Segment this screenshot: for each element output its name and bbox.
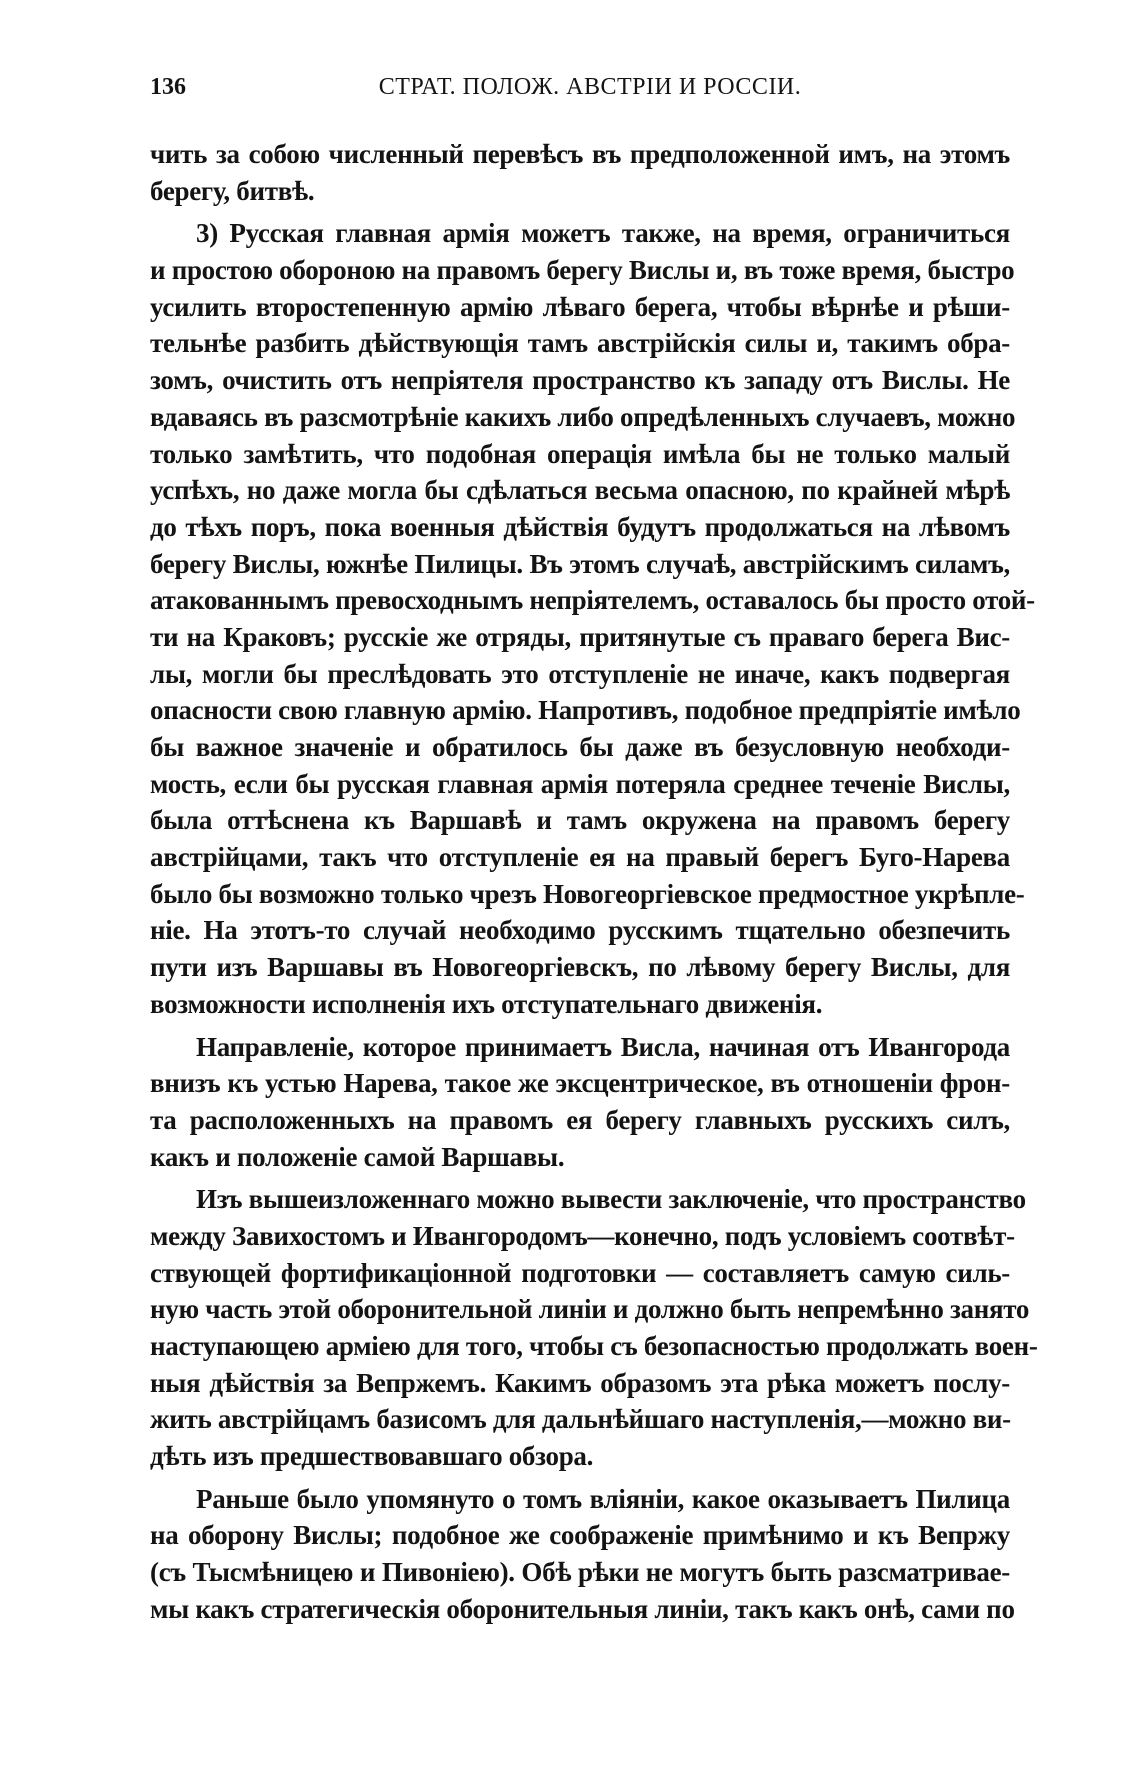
text-line: усилить второстепенную армію лѣваго берега, чтобы вѣрнѣе и рѣши- [150,291,1010,322]
text-line: Раньше было упомянуто о томъ вліяніи, какое оказываетъ Пилица [196,1483,1010,1514]
text-line: чить за собою численный перевѣсъ въ предположенной имъ, на этомъ [150,139,1010,169]
text-line: на оборону Вислы; подобное же соображеніе примѣнимо и къ Вепржу [150,1520,1010,1551]
text-line: было бы возможно только чрезъ Новогеоргіевское предмостное укрѣпле- [150,878,1025,909]
text-line: Изъ вышеизложеннаго можно вывести заключеніе, что пространство [196,1184,1026,1215]
text-line: 3) Русская главная армія можетъ также, на время, ограничиться [196,218,1010,249]
text-line: опасности свою главную армію. Напротивъ, подобное предпріятіе имѣло [150,695,1021,726]
text-line: была оттѣснена къ Варшавѣ и тамъ окружена на правомъ берегу [150,805,1010,836]
text-line: какъ и положеніе самой Варшавы. [150,1141,565,1172]
text-line: атакованнымъ превосходнымъ непріятелемъ, оставалось бы просто отой- [150,585,1035,616]
text-line: мы какъ стратегическія оборонительныя линіи, такъ какъ онѣ, сами по [150,1593,1015,1624]
paragraph [150,136,1010,209]
text-line: только замѣтить, что подобная операція имѣла бы не только малый [150,438,1010,469]
text-line: зомъ, очистить отъ непріятеля пространство къ западу отъ Вислы. Не [150,365,1010,396]
page-header [150,74,1030,114]
text-line: между Завихостомъ и Ивангородомъ—конечно, подъ условіемъ соотвѣт- [150,1220,1015,1251]
text-line: и простою обороною на правомъ берегу Вислы и, въ тоже время, быстро [150,255,1015,286]
text-line: до тѣхъ поръ, пока военныя дѣйствія будутъ продолжаться на лѣвомъ [150,511,1010,542]
text-line: жить австрійцамъ базисомъ для дальнѣйшаго наступленія,—можно ви- [150,1404,1011,1435]
text-line: бы важное значеніе и обратилось бы даже въ безусловную необходи- [150,732,1010,762]
text-line: берегу Вислы, южнѣе Пилицы. Въ этомъ случаѣ, австрійскимъ силамъ, [150,548,1010,579]
paragraph [150,215,1035,1022]
text-line: наступающею арміею для того, чтобы съ безопасностью продолжать воен- [150,1331,1038,1361]
body-text [150,136,1038,1628]
text-line: возможности исполненія ихъ отступательнаго движенія. [150,988,823,1019]
text-line: дѣть изъ предшествовавшаго обзора. [150,1441,594,1472]
text-line: внизъ къ устью Нарева, такое же эксцентрическое, въ отношеніи фрон- [150,1068,1010,1099]
text-line: ніе. На этотъ-то случай необходимо русскимъ тщательно обезпечить [150,915,1010,946]
paragraph [150,1481,1015,1628]
text-line: та расположенныхъ на правомъ ея берегу главныхъ русскихъ силъ, [150,1104,1010,1135]
text-line: вдаваясь въ разсмотрѣніе какихъ либо опредѣленныхъ случаевъ, можно [150,401,1016,432]
text-line: тельнѣе разбить дѣйствующія тамъ австрійскія силы и, такимъ обра- [150,328,1010,359]
text-line: пути изъ Варшавы въ Новогеоргіевскъ, по лѣвому берегу Вислы, для [150,952,1010,983]
text-line: берегу, битвѣ. [150,175,315,206]
text-line: Направленіе, которое принимаетъ Висла, начиная отъ Ивангорода [196,1031,1010,1062]
running-title: СТРАТ. ПОЛОЖ. АВСТРІИ И РОССІИ. [378,74,802,100]
page-number: 136 [150,74,186,100]
text-line: (съ Тысмѣницею и Пивоніею). Обѣ рѣки не могутъ быть разсматривае- [150,1557,1010,1588]
text-line: ствующей фортификаціонной подготовки — составляетъ самую силь- [150,1257,1010,1288]
text-line: ныя дѣйствія за Вепржемъ. Какимъ образомъ эта рѣка можетъ послу- [150,1367,1010,1398]
text-line: ную часть этой оборонительной линіи и должно быть непремѣнно занято [150,1294,1030,1325]
text-line: лы, могли бы преслѣдовать это отступленіе не иначе, какъ подвергая [150,658,1010,689]
text-line: ти на Краковъ; русскіе же отряды, притянутые съ праваго берега Вис- [150,621,1010,652]
text-line: австрійцами, такъ что отступленіе ея на правый берегъ Буго-Нарева [150,842,1010,873]
text-line: мость, если бы русская главная армія потеряла среднее теченіе Вислы, [150,768,1010,799]
paragraph [150,1181,1038,1475]
paragraph [150,1029,1010,1176]
text-line: успѣхъ, но даже могла бы сдѣлаться весьма опасною, по крайней мѣрѣ [150,475,1010,506]
